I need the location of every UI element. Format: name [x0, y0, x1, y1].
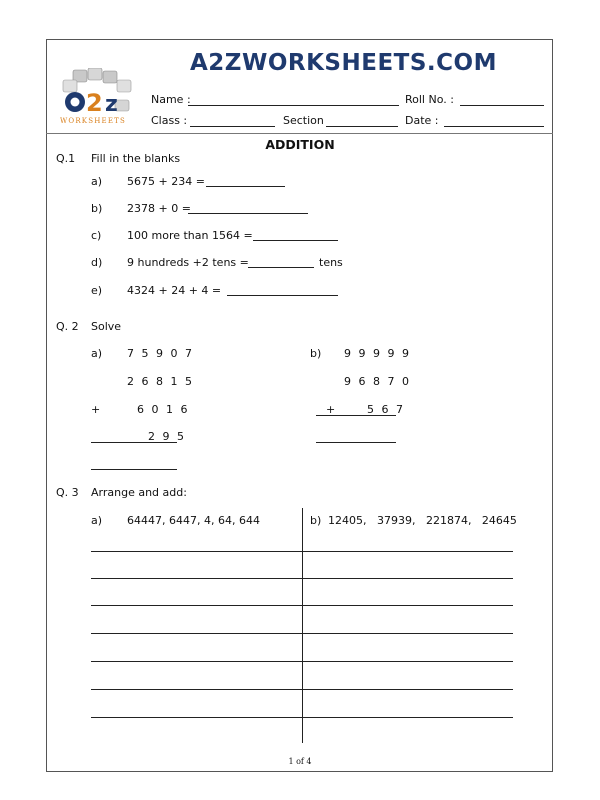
- q1-answer-blank[interactable]: [248, 267, 314, 268]
- page-number: 1 of 4: [288, 757, 312, 766]
- q2a-addend: 2 6 8 1 5: [127, 375, 194, 388]
- q3a-numbers: 64447, 6447, 4, 64, 644: [127, 514, 260, 527]
- q2a-plus-sign: +: [91, 403, 101, 416]
- q1-heading: Fill in the blanks: [91, 152, 181, 165]
- q1-item-text: 5675 + 234 =: [127, 175, 205, 188]
- q3-heading: Arrange and add:: [91, 486, 187, 499]
- sheet-title: ADDITION: [265, 137, 335, 152]
- q2b-plus-sign: +: [326, 403, 336, 416]
- q2b-label: b): [310, 347, 322, 360]
- q3a-label: a): [91, 514, 103, 527]
- q2-heading: Solve: [91, 320, 122, 333]
- q1-item-label: e): [91, 284, 103, 297]
- name-field[interactable]: [188, 105, 399, 106]
- q1-item-text: 2378 + 0 =: [127, 202, 191, 215]
- q1-item-label: a): [91, 175, 103, 188]
- q3-answer-line[interactable]: [91, 661, 513, 662]
- q1-item-label: d): [91, 256, 103, 269]
- q3-answer-line[interactable]: [91, 633, 513, 634]
- roll-number-field[interactable]: [460, 105, 544, 106]
- q2a-answer-blank[interactable]: [91, 469, 177, 470]
- q1-number: Q.1: [56, 152, 76, 165]
- q2-number: Q. 2: [56, 320, 79, 333]
- q1-item-text: 100 more than 1564 =: [127, 229, 253, 242]
- section-label: Section: [283, 114, 324, 127]
- name-label: Name :: [151, 93, 191, 106]
- q2b-answer-blank[interactable]: [316, 442, 396, 443]
- q1-item-text: 4324 + 24 + 4 =: [127, 284, 222, 297]
- q1-item-label: c): [91, 229, 102, 242]
- class-label: Class :: [151, 114, 188, 127]
- q3-answer-line[interactable]: [91, 689, 513, 690]
- q2a-sum-rule: [91, 442, 177, 443]
- date-field[interactable]: [444, 126, 544, 127]
- q1-answer-blank[interactable]: [253, 240, 338, 241]
- q1-item-text: 9 hundreds +2 tens =: [127, 256, 249, 269]
- q2b-addend: 9 9 9 9 9: [344, 347, 411, 360]
- q1-answer-blank[interactable]: [227, 295, 338, 296]
- q1-item-label: b): [91, 202, 103, 215]
- q2a-addend: 2 9 5: [148, 430, 186, 443]
- class-field[interactable]: [190, 126, 275, 127]
- q3b-label: b): [310, 514, 322, 527]
- date-label: Date :: [405, 114, 439, 127]
- q3-answer-line[interactable]: [91, 605, 513, 606]
- q2a-label: a): [91, 347, 103, 360]
- q2b-addend: 9 6 8 7 0: [344, 375, 411, 388]
- q2a-addend: 6 0 1 6: [137, 403, 190, 416]
- svg-text:2: 2: [86, 89, 103, 117]
- q3-answer-line[interactable]: [91, 717, 513, 718]
- q3b-numbers: 12405, 37939, 221874, 24645: [328, 514, 517, 527]
- q2b-addend: 5 6 7: [367, 403, 405, 416]
- q1-answer-blank[interactable]: [206, 186, 285, 187]
- section-field[interactable]: [326, 126, 398, 127]
- roll-number-label: Roll No. :: [405, 93, 454, 106]
- q2a-addend: 7 5 9 0 7: [127, 347, 194, 360]
- site-title: A2ZWORKSHEETS.COM: [190, 50, 497, 76]
- svg-text:WORKSHEETS: WORKSHEETS: [60, 117, 127, 125]
- header-divider: [46, 133, 553, 134]
- a2z-logo-icon: [55, 68, 140, 128]
- q3-answer-line[interactable]: [91, 578, 513, 579]
- q2b-sum-rule: [316, 415, 396, 416]
- svg-text:z: z: [105, 92, 118, 117]
- q1-item-suffix: tens: [319, 256, 343, 269]
- q3-number: Q. 3: [56, 486, 79, 499]
- q3-answer-line[interactable]: [91, 551, 513, 552]
- q3-column-divider: [302, 508, 303, 743]
- q1-answer-blank[interactable]: [188, 213, 308, 214]
